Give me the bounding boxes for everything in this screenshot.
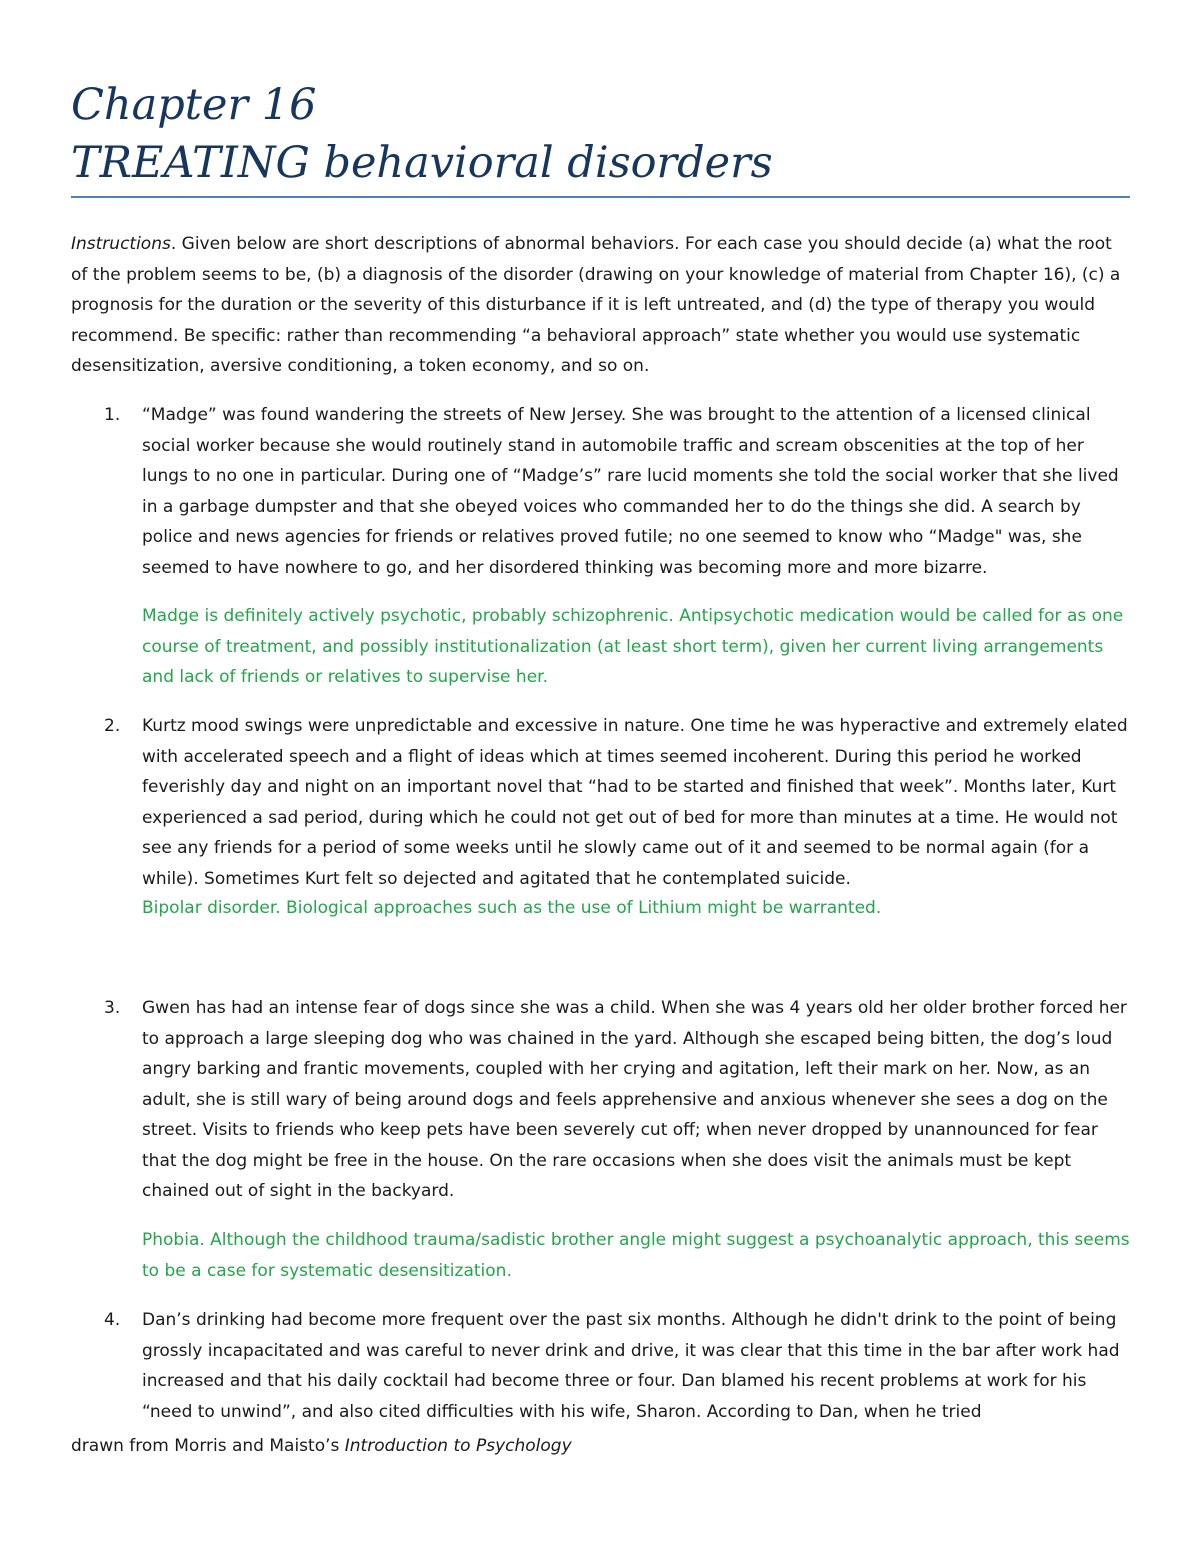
case-number: 1. [104, 405, 121, 425]
case-item-3 [71, 993, 1131, 1207]
case-description: “Madge” was found wandering the streets of New Jersey. She was brought to the attention of a licensed clinical social worker because she would routinely stand in automobile traffic and scream obscenities at the top of her lungs to no one in particular. During one of “Madge’s” rare lucid moments she told the social worker that she lived in a garbage dumpster and that she obeyed voices who commanded her to do the things she did. A search by police and news agencies for friends or relatives proved futile; no one seemed to know who “Madge" was, she seemed to have nowhere to go, and her disordered thinking was becoming more and more bizarre. [142, 405, 1119, 578]
title-divider [71, 196, 1130, 198]
footer-prefix: drawn from Morris and Maisto’s [71, 1436, 345, 1456]
case-answer-2: Bipolar disorder. Biological approaches such as the use of Lithium might be warranted. [142, 898, 882, 918]
page-title [71, 76, 1131, 192]
case-description: Gwen has had an intense fear of dogs since she was a child. When she was 4 years old her older brother forced her to approach a large sleeping dog who was chained in the yard. Although she escaped being bitten, the dog’s loud angry barking and frantic movements, coupled with her crying and agitation, left their mark on her. Now, as an adult, she is still wary of being around dogs and feels apprehensive and anxious whenever she sees a dog on the street. Visits to friends who keep pets have been severely cut off; when never dropped by unannounced for fear that the dog might be free in the house. On the rare occasions when she does visit the animals must be kept chained out of sight in the backyard. [142, 998, 1127, 1201]
instructions-lead: Instructions [71, 234, 171, 254]
case-item-4 [71, 1305, 1131, 1427]
case-description: Dan’s drinking had become more frequent over the past six months. Although he didn't drink to the point of being grossly incapacitated and was careful to never drink and drive, it was clear that this time in the bar after work had increased and that his daily cocktail had become three or four. Dan blamed his recent problems at work for his “need to unwind”, and also cited difficulties with his wife, Sharon. According to Dan, when he tried [142, 1310, 1120, 1422]
instructions-paragraph [71, 229, 1131, 382]
case-number: 4. [104, 1310, 121, 1330]
chapter-subtitle: TREATING behavioral disorders [71, 138, 773, 188]
case-description: Kurtz mood swings were unpredictable and excessive in nature. One time he was hyperactive and extremely elated with accelerated speech and a flight of ideas which at times seemed incoherent. During this period he worked feverishly day and night on an important novel that “had to be started and finished that week”. Months later, Kurt experienced a sad period, during which he could not get out of bed for more than minutes at a time. He would not see any friends for a period of some weeks until he slowly came out of it and seemed to be normal again (for a while). Sometimes Kurt felt so dejected and agitated that he contemplated suicide. [142, 716, 1128, 889]
instructions-text: . Given below are short descriptions of abnormal behaviors. For each case you should decide (a) what the root of the problem seems to be, (b) a diagnosis of the disorder (drawing on your knowledge of material from Chapter 16), (c) a prognosis for the duration or the severity of this disturbance if it is left untreated, and (d) the type of therapy you would recommend. Be specific: rather than recommending “a behavioral approach” state whether you would use systematic desensitization, aversive conditioning, a token economy, and so on. [71, 234, 1121, 376]
chapter-heading: Chapter 16 [71, 80, 317, 130]
case-number: 2. [104, 716, 121, 736]
page-footer [71, 1432, 572, 1460]
case-answer-1: Madge is definitely actively psychotic, probably schizophrenic. Antipsychotic medication would be called for as one course of treatment, and possibly institutionalization (at least short term), given her current living arrangements and lack of friends or relatives to supervise her. [142, 606, 1124, 687]
case-item-2 [71, 711, 1131, 894]
case-item-1 [71, 400, 1131, 583]
footer-book-title: Introduction to Psychology [344, 1436, 572, 1456]
case-number: 3. [104, 998, 121, 1018]
case-answer-3: Phobia. Although the childhood trauma/sadistic brother angle might suggest a psychoanalytic approach, this seems to be a case for systematic desensitization. [142, 1230, 1130, 1281]
